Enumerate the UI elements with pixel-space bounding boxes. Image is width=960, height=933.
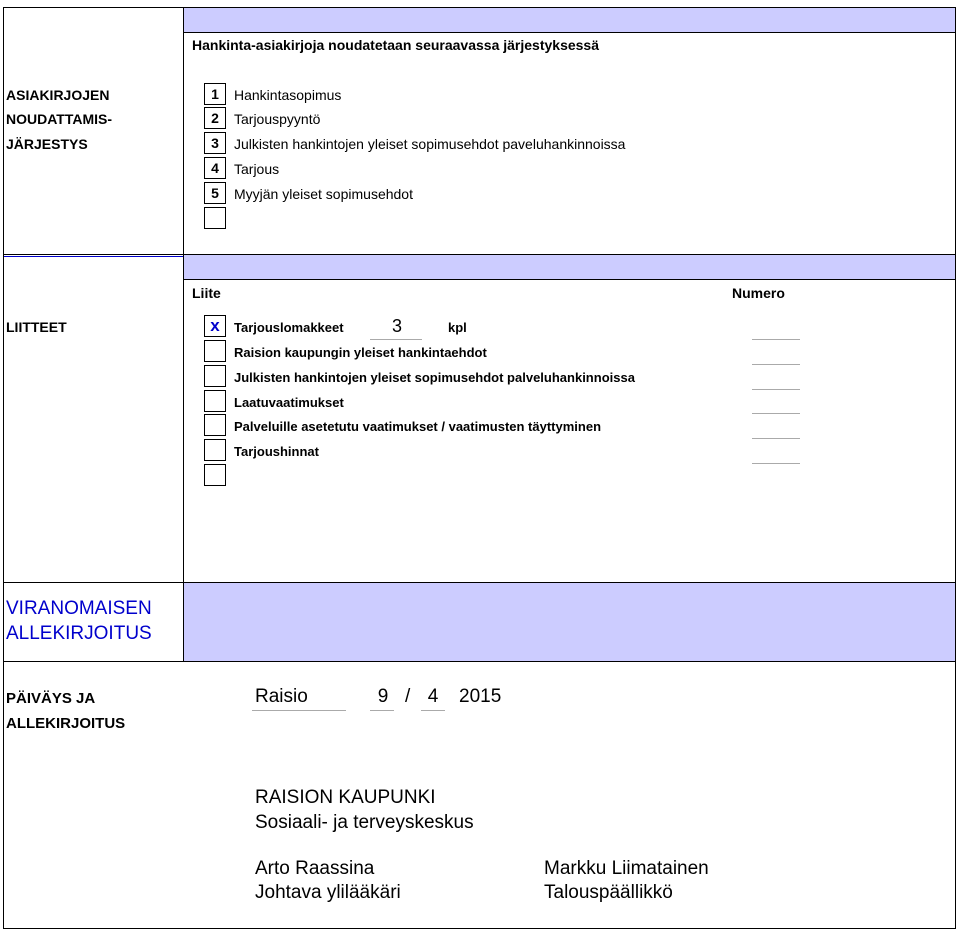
line-right <box>955 7 956 929</box>
order-num-box: 3 <box>204 132 226 154</box>
attachment-label: Raision kaupungin yleiset hankintaehdot <box>234 345 487 360</box>
line-blue-accent <box>4 256 184 257</box>
attachment-number-field[interactable] <box>752 389 800 390</box>
order-header-band <box>184 8 955 32</box>
date-day-underline <box>370 710 394 711</box>
order-item-label: Hankintasopimus <box>234 87 342 103</box>
order-side-label-1: ASIAKIRJOJEN <box>6 87 110 103</box>
authority-band <box>184 583 955 661</box>
attachment-checkbox-empty[interactable] <box>204 464 226 486</box>
order-side-label-3: JÄRJESTYS <box>6 136 88 152</box>
signer1-title: Johtava ylilääkäri <box>255 882 401 903</box>
attachment-column-header: Liite <box>192 285 221 301</box>
date-separator: / <box>405 686 411 707</box>
order-num-box-empty[interactable] <box>204 207 226 229</box>
attachment-number-field[interactable] <box>752 463 800 464</box>
order-item-label: Julkisten hankintojen yleiset sopimusehdot paveluhankinnoissa <box>234 136 626 152</box>
signer2-name: Markku Liimatainen <box>544 858 709 879</box>
attachment-checkbox[interactable] <box>204 340 226 362</box>
authority-heading-line1: VIRANOMAISEN <box>6 598 152 619</box>
attachments-side-label: LIITTEET <box>6 319 67 335</box>
attachment-number-field[interactable] <box>752 438 800 439</box>
order-num-box: 4 <box>204 157 226 179</box>
attachment-label: Julkisten hankintojen yleiset sopimusehdot palveluhankinnoissa <box>234 370 635 385</box>
line-section-divider-3 <box>3 661 956 662</box>
attachment-label: Tarjoushinnat <box>234 444 319 459</box>
order-section-title: Hankinta-asiakirjoja noudatetaan seuraavassa järjestyksessä <box>192 37 599 53</box>
authority-heading-line2: ALLEKIRJOITUS <box>6 623 152 644</box>
line-left <box>3 7 4 929</box>
attachment-checkbox[interactable] <box>204 390 226 412</box>
order-item-label: Tarjous <box>234 161 280 177</box>
signer2-title: Talouspäällikkö <box>544 882 673 903</box>
order-item-label: Myyjän yleiset sopimusehdot <box>234 186 413 202</box>
signature-side-label-1: PÄIVÄYS JA <box>6 690 96 707</box>
date-place-underline <box>252 710 346 711</box>
attachment-checkbox[interactable] <box>204 365 226 387</box>
line-section-divider-1 <box>3 254 956 255</box>
order-side-label-2: NOUDATTAMIS- <box>6 111 113 127</box>
line-top <box>3 7 956 8</box>
date-day: 9 <box>377 686 389 707</box>
line-order-band-bottom <box>184 32 956 33</box>
date-month: 4 <box>427 686 439 707</box>
attachment-number-field[interactable] <box>752 413 800 414</box>
attachment-checkbox[interactable]: x <box>204 315 226 337</box>
attachment-count-underline <box>370 339 422 340</box>
signature-side-label-2: ALLEKIRJOITUS <box>6 715 126 732</box>
attachment-checkbox[interactable] <box>204 439 226 461</box>
line-attach-band-bottom <box>184 279 956 280</box>
order-num-box: 5 <box>204 182 226 204</box>
attachment-count-unit: kpl <box>448 320 467 335</box>
attachment-number-field[interactable] <box>752 364 800 365</box>
attachment-checkbox[interactable] <box>204 414 226 436</box>
line-col-divider-lower <box>183 583 184 661</box>
line-bottom <box>3 928 956 929</box>
date-year: 2015 <box>459 686 502 707</box>
line-section-divider-2 <box>3 582 956 583</box>
line-col-divider-upper <box>183 7 184 583</box>
date-place: Raisio <box>255 686 308 707</box>
order-num-box: 1 <box>204 83 226 105</box>
attachment-number-field[interactable] <box>752 339 800 340</box>
attachment-label: Tarjouslomakkeet <box>234 320 344 335</box>
number-column-header: Numero <box>732 285 785 301</box>
organization-name: RAISION KAUPUNKI <box>255 787 436 808</box>
order-num-box: 2 <box>204 107 226 129</box>
attachment-label: Palveluille asetetutu vaatimukset / vaatimusten täyttyminen <box>234 419 602 434</box>
order-item-label: Tarjouspyyntö <box>234 111 321 127</box>
organization-unit: Sosiaali- ja terveyskeskus <box>255 812 474 833</box>
attachment-count: 3 <box>391 316 402 336</box>
attachment-label: Laatuvaatimukset <box>234 395 344 410</box>
date-month-underline <box>421 710 445 711</box>
signer1-name: Arto Raassina <box>255 858 375 879</box>
attachments-header-band <box>184 255 955 279</box>
